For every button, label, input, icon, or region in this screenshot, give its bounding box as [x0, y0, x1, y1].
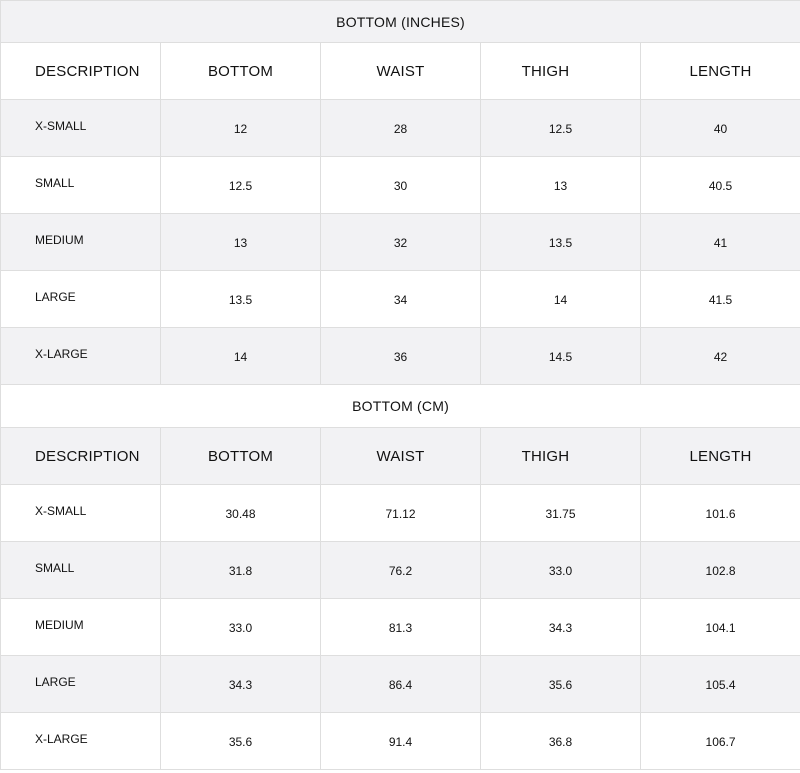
- bottom-value: [161, 599, 321, 656]
- size-label-text: MEDIUM: [35, 618, 84, 632]
- bottom-value: [161, 214, 321, 271]
- length-value: [641, 656, 800, 713]
- thigh-value: [481, 485, 641, 542]
- length-value-text: 105.4: [705, 678, 736, 692]
- table-row: [1, 485, 800, 542]
- table-row: [1, 157, 800, 214]
- bottom-value-text: 35.6: [228, 735, 253, 749]
- length-value-text: 41.5: [708, 293, 733, 307]
- table-row: [1, 214, 800, 271]
- bottom-value: [161, 157, 321, 214]
- waist-value-text: 30: [393, 179, 408, 193]
- thigh-value-text: 12.5: [548, 122, 573, 136]
- inches-header-waist: WAIST: [321, 43, 481, 100]
- waist-value: [321, 271, 481, 328]
- bottom-value-text: 33.0: [228, 621, 253, 635]
- length-value: [641, 599, 800, 656]
- thigh-value: [481, 100, 641, 157]
- bottom-value: [161, 100, 321, 157]
- cm-header-length: LENGTH: [641, 428, 800, 485]
- bottom-value: [161, 271, 321, 328]
- thigh-value: [481, 157, 641, 214]
- length-value-text: 40: [713, 122, 728, 136]
- length-value-text: 40.5: [708, 179, 733, 193]
- thigh-value: [481, 656, 641, 713]
- bottom-value-text: 12: [233, 122, 248, 136]
- size-label: [1, 100, 161, 157]
- size-label: [1, 542, 161, 599]
- cm-header-waist: WAIST: [321, 428, 481, 485]
- cm-header-thigh: THIGH: [481, 428, 641, 485]
- bottom-value: [161, 656, 321, 713]
- bottom-value-text: 12.5: [228, 179, 253, 193]
- table-row: [1, 328, 800, 385]
- size-label: [1, 485, 161, 542]
- cm-section: [1, 385, 800, 770]
- waist-value-text: 34: [393, 293, 408, 307]
- thigh-value-text: 14.5: [548, 350, 573, 364]
- size-label-text: LARGE: [35, 675, 76, 689]
- size-label-text: LARGE: [35, 290, 76, 304]
- inches-header-length: LENGTH: [641, 43, 800, 100]
- table-row: [1, 542, 800, 599]
- thigh-value: [481, 713, 641, 770]
- length-value-text: 41: [713, 236, 728, 250]
- length-value: [641, 713, 800, 770]
- inches-header-thigh: THIGH: [481, 43, 641, 100]
- bottom-value: [161, 328, 321, 385]
- length-value: [641, 214, 800, 271]
- thigh-value-text: 34.3: [548, 621, 573, 635]
- length-value-text: 42: [713, 350, 728, 364]
- waist-value-text: 36: [393, 350, 408, 364]
- waist-value: [321, 656, 481, 713]
- waist-value: [321, 328, 481, 385]
- size-label-text: X-SMALL: [35, 504, 87, 518]
- bottom-value-text: 31.8: [228, 564, 253, 578]
- bottom-value: [161, 542, 321, 599]
- bottom-value: [161, 485, 321, 542]
- thigh-value-text: 13: [553, 179, 568, 193]
- thigh-value: [481, 271, 641, 328]
- waist-value: [321, 713, 481, 770]
- waist-value-text: 32: [393, 236, 408, 250]
- bottom-value-text: 13: [233, 236, 248, 250]
- waist-value-text: 86.4: [388, 678, 413, 692]
- bottom-value-text: 13.5: [228, 293, 253, 307]
- inches-title-row: [1, 1, 800, 43]
- length-value-text: 101.6: [705, 507, 736, 521]
- thigh-value-text: 35.6: [548, 678, 573, 692]
- size-label-text: X-LARGE: [35, 732, 88, 746]
- waist-value: [321, 599, 481, 656]
- cm-title-row: [1, 385, 800, 428]
- bottom-value: [161, 713, 321, 770]
- bottom-value-text: 34.3: [228, 678, 253, 692]
- waist-value-text: 28: [393, 122, 408, 136]
- size-label: [1, 656, 161, 713]
- bottom-value-text: 14: [233, 350, 248, 364]
- length-value-text: 102.8: [705, 564, 736, 578]
- thigh-value-text: 33.0: [548, 564, 573, 578]
- size-label: [1, 157, 161, 214]
- length-value-text: 104.1: [705, 621, 736, 635]
- size-label: [1, 713, 161, 770]
- size-label-text: X-SMALL: [35, 119, 87, 133]
- size-label-text: MEDIUM: [35, 233, 84, 247]
- table-row: [1, 100, 800, 157]
- size-label: [1, 271, 161, 328]
- waist-value: [321, 485, 481, 542]
- length-value: [641, 271, 800, 328]
- size-label-text: X-LARGE: [35, 347, 88, 361]
- length-value: [641, 485, 800, 542]
- table-row: [1, 599, 800, 656]
- thigh-value: [481, 599, 641, 656]
- thigh-value: [481, 542, 641, 599]
- size-label: [1, 214, 161, 271]
- table-row: [1, 656, 800, 713]
- waist-value: [321, 100, 481, 157]
- table-row: [1, 271, 800, 328]
- table-row: [1, 713, 800, 770]
- cm-header-bottom: BOTTOM: [161, 428, 321, 485]
- length-value-text: 106.7: [705, 735, 736, 749]
- cm-title: BOTTOM (CM): [1, 385, 800, 428]
- waist-value: [321, 214, 481, 271]
- size-label: [1, 599, 161, 656]
- size-label: [1, 328, 161, 385]
- waist-value: [321, 157, 481, 214]
- inches-header-bottom: BOTTOM: [161, 43, 321, 100]
- waist-value-text: 91.4: [388, 735, 413, 749]
- inches-section: [1, 1, 800, 385]
- bottom-value-text: 30.48: [225, 507, 256, 521]
- thigh-value-text: 14: [553, 293, 568, 307]
- thigh-value: [481, 214, 641, 271]
- length-value: [641, 328, 800, 385]
- waist-value-text: 81.3: [388, 621, 413, 635]
- cm-header-row: [1, 428, 800, 485]
- length-value: [641, 157, 800, 214]
- length-value: [641, 542, 800, 599]
- inches-title: BOTTOM (INCHES): [1, 1, 800, 43]
- waist-value: [321, 542, 481, 599]
- size-label-text: SMALL: [35, 176, 75, 190]
- waist-value-text: 76.2: [388, 564, 413, 578]
- thigh-value-text: 31.75: [545, 507, 576, 521]
- thigh-value: [481, 328, 641, 385]
- thigh-value-text: 13.5: [548, 236, 573, 250]
- thigh-value-text: 36.8: [548, 735, 573, 749]
- waist-value-text: 71.12: [385, 507, 416, 521]
- length-value: [641, 100, 800, 157]
- cm-header-description: DESCRIPTION: [1, 428, 161, 485]
- inches-header-description: DESCRIPTION: [1, 43, 161, 100]
- size-label-text: SMALL: [35, 561, 75, 575]
- inches-header-row: [1, 43, 800, 100]
